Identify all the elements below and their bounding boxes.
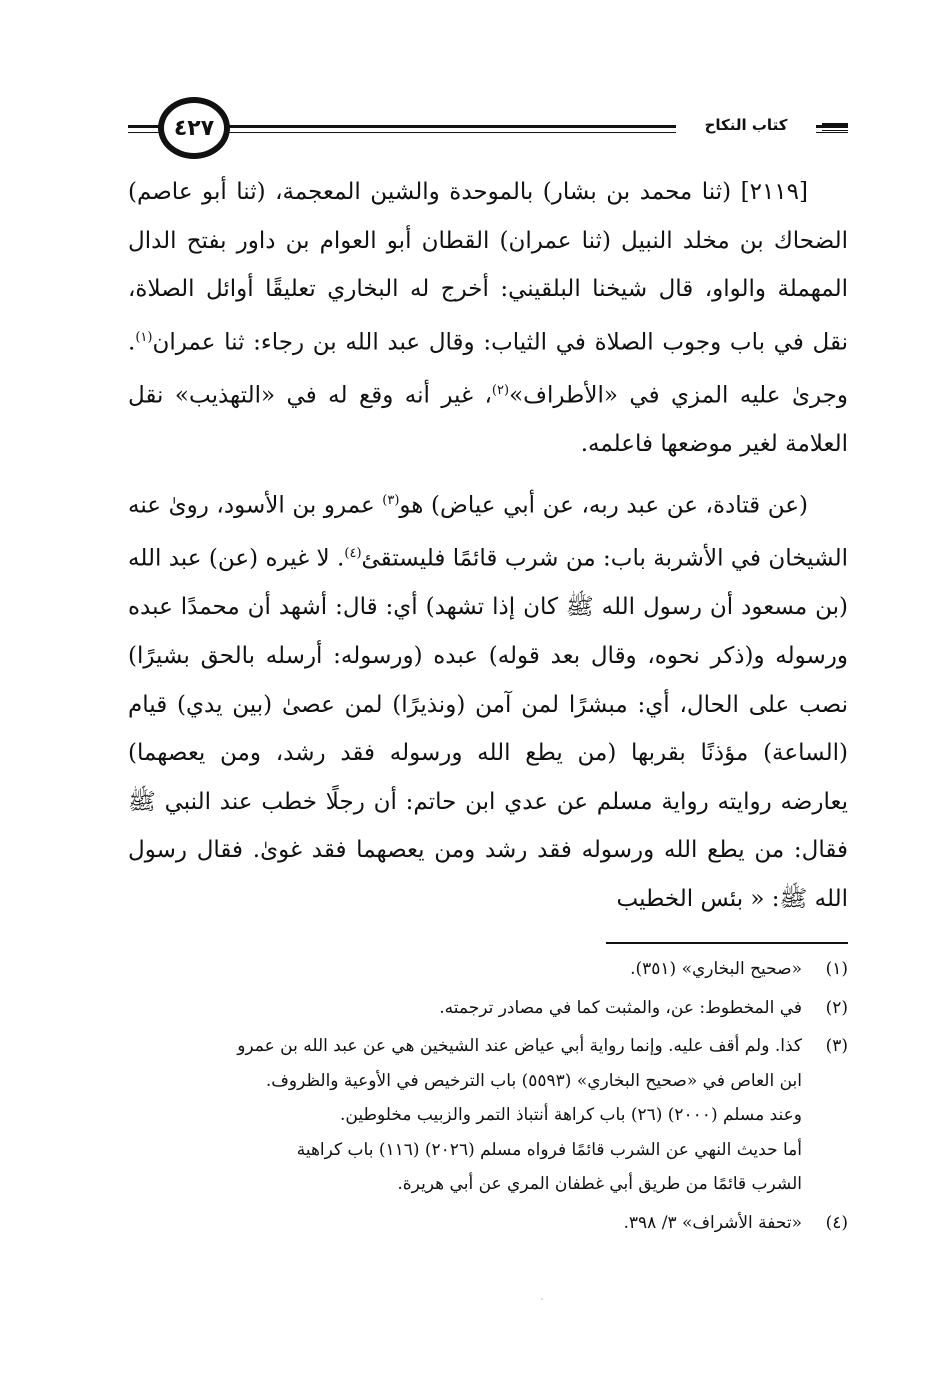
footnote xyxy=(128,1206,848,1241)
paragraph-text: (عن قتادة، عن عبد ربه، عن أبي عياض) هو xyxy=(399,492,808,519)
page-number-oval xyxy=(158,97,230,159)
footnote-ref: (٢) xyxy=(491,383,510,399)
paragraph-text: عمرو بن الأسود، روىٰ عنه الشيخان في الأشربة باب: من شرب قائمًا فليستقئ xyxy=(128,492,849,572)
paragraph-text: . لا غيره (عن) عبد الله (بن مسعود أن رسول الله ﷺ كان إذا تشهد) أي: قال: أشهد أن محمدًا عبده ورسوله و(ذكر نحوه، وقال بعد قوله) عبده (ورسوله: أرسله بالحق بشيرًا) نصب على الحال، أي: مبشرًا لمن آمن (ونذيرًا) لمن عصىٰ (بين يدي) قيام (الساعة) مؤذنًا بقربها (من يطع الله ورسوله فقد رشد، ومن يعصهما) يعارضه روايته رواية مسلم عن عدي ابن حاتم: أن رجلًا خطب عند النبي ﷺ فقال: من يطع الله ورسوله فقد رشد ومن يعصهما فقد غوىٰ. فقال رسول الله ﷺ: « بئس الخطيب xyxy=(128,545,848,912)
footnote-number: (٣) xyxy=(825,1036,848,1056)
footnote-ref: (١) xyxy=(135,329,153,345)
footnote-number: (٢) xyxy=(825,997,848,1018)
footnote-line: وعند مسلم (٢٠٠٠) (٢٦) باب كراهة أنتباذ التمر والزبيب مخلوطين. xyxy=(339,1105,802,1125)
footnote-line: أما حديث النهي عن الشرب قائمًا فرواه مسلم (٢٠٢٦) (١١٦) باب كراهية xyxy=(296,1139,802,1160)
footnote-number: (٤) xyxy=(825,1212,848,1233)
running-title: كتاب النكاح xyxy=(676,116,816,134)
footnote-number: (١) xyxy=(825,959,848,979)
footnote-separator xyxy=(606,942,848,944)
footnote-line: كذا. ولم أقف عليه. وإنما رواية أبي عياض عند الشيخين هي عن عبد الله بن عمرو xyxy=(237,1036,802,1056)
footnote-line: «تحفة الأشراف» ٣/ ٣٩٨. xyxy=(623,1212,802,1233)
main-text xyxy=(128,168,848,932)
footnote-ref: (٣) xyxy=(382,492,400,508)
paragraph-text: . وجرىٰ عليه المزي في «الأطراف» xyxy=(128,329,848,409)
footnote xyxy=(128,1029,848,1202)
speck xyxy=(541,1298,543,1300)
footnote-ref: (٤) xyxy=(344,546,362,562)
header-ornament xyxy=(822,123,848,127)
footnote-line: ابن العاص في «صحيح البخاري» (٥٥٩٣) باب الترخيص في الأوعية والظروف. xyxy=(265,1070,802,1091)
header-ornament-thin xyxy=(822,130,848,131)
paragraph xyxy=(128,168,848,469)
paragraph-text: ، غير أنه وقع له في «التهذيب» نقل العلامة لغير موضعها فاعلمه. xyxy=(128,382,848,458)
page-number: ٤٢٧ xyxy=(173,115,215,141)
footnote xyxy=(128,991,848,1026)
footnote-line: في المخطوط: عن، والمثبت كما في مصادر ترجمته. xyxy=(439,997,802,1018)
footnote-line: «صحيح البخاري» (٣٥١). xyxy=(630,959,802,979)
footnote-line: الشرب قائمًا من طريق أبي غطفان المري عن أبي هريرة. xyxy=(397,1174,802,1194)
footnotes xyxy=(128,952,848,1244)
paragraph xyxy=(128,477,848,924)
paragraph-text: [٢١١٩] (ثنا محمد بن بشار) بالموحدة والشين المعجمة، (ثنا أبو عاصم) الضحاك بن مخلد النبيل (ثنا عمران) القطان أبو العوام بن داور بفتح الدال المهملة والواو، قال شيخنا البلقيني: أخرج له البخاري تعليقًا أوائل الصلاة، نقل في باب وجوب الصلاة في الثياب: وقال عبد الله بن رجاء: ثنا عمران xyxy=(128,179,848,356)
footnote xyxy=(128,952,848,987)
